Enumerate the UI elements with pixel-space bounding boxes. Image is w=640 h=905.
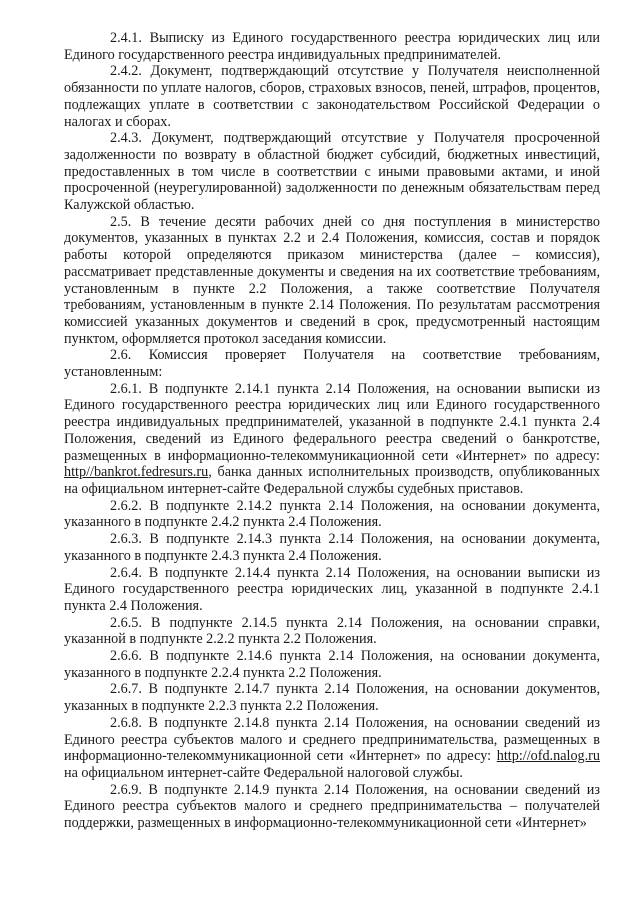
paragraph-text: на официальном интернет-сайте Федеральной налоговой службы. <box>64 764 463 781</box>
paragraph-text: 2.6.7. В подпункте 2.14.7 пункта 2.14 Положения, на основании документов, указанных в подпункте 2.2.3 пункта 2.2 Положения. <box>64 681 600 715</box>
paragraph-p266 <box>64 648 600 681</box>
paragraph-text: 2.6.8. В подпункте 2.14.8 пункта 2.14 Положения, на основании сведений из Единого реестра субъектов малого и среднего предпринимательства, размещенных в информационно-телекоммуникационной сети «Интернет» по адресу: <box>64 714 600 765</box>
document-page <box>64 30 600 832</box>
url-link[interactable]: http//bankrot.fedresurs.ru <box>64 464 209 481</box>
paragraph-text: 2.4.1. Выписку из Единого государственного реестра юридических лиц или Единого государственного реестра индивидуальных предпринимателей. <box>64 30 600 63</box>
paragraph-text: 2.6.6. В подпункте 2.14.6 пункта 2.14 Положения, на основании документа, указанного в подпункте 2.2.4 пункта 2.2 Положения. <box>64 648 600 681</box>
paragraph-text: , банка данных исполнительных производств, опубликованных на официальном интернет-сайте Федеральной службы судебных приставов. <box>64 464 600 497</box>
url-link[interactable]: http://ofd.nalog.ru <box>496 748 600 765</box>
paragraph-text: 2.4.2. Документ, подтверждающий отсутствие у Получателя неисполненной обязанности по уплате налогов, сборов, страховых взносов, пеней, штрафов, процентов, подлежащих уплате в соответствии с законодательством Российской Федерации о налогах и сборах. <box>64 63 600 130</box>
paragraph-p241 <box>64 30 600 63</box>
paragraph-text: 2.6.1. В подпункте 2.14.1 пункта 2.14 Положения, на основании выписки из Единого государственного реестра юридических лиц или Единого государственного реестра индивидуальных предпринимателей, указанной в подпункте 2.4.1 пункта 2.4 Положения, сведений из Единого федерального реестра сведений о банкротстве, размещенных в информационно-телекоммуникационной сети «Интернет» по адресу: <box>64 380 600 464</box>
paragraph-text: 2.6.5. В подпункте 2.14.5 пункта 2.14 Положения, на основании справки, указанной в подпункте 2.2.2 пункта 2.2 Положения. <box>64 614 600 648</box>
paragraph-p26 <box>64 347 600 380</box>
paragraph-p265 <box>64 615 600 648</box>
paragraph-text: 2.6.4. В подпункте 2.14.4 пункта 2.14 Положения, на основании выписки из Единого государственного реестра юридических лиц, указанной в подпункте 2.4.1 пункта 2.4 Положения. <box>64 564 600 614</box>
paragraph-text: 2.5. В течение десяти рабочих дней со дня поступления в министерство документов, указанных в пунктах 2.2 и 2.4 Положения, комиссия, состав и порядок работы которой определяются приказом министерства (далее – комиссия), рассматривает представленные документы и сведения на их соответствие требованиям, установленным в пункте 2.2 Положения, а также соответствие Получателя требованиям, установленным в пункте 2.14 Положения. По результатам рассмотрения комиссией указанных документов и сведений в срок, предусмотренный настоящим пунктом, оформляется протокол заседания комиссии. <box>64 213 600 347</box>
paragraph-p268 <box>64 715 600 782</box>
paragraph-p243 <box>64 130 600 214</box>
paragraph-text: 2.6.9. В подпункте 2.14.9 пункта 2.14 Положения, на основании сведений из Единого реестра субъектов малого и среднего предпринимательства – получателей поддержки, размещенных в информационно-телекоммуникационной сети «Интернет» <box>64 781 600 832</box>
paragraph-p242 <box>64 63 600 130</box>
paragraph-p264 <box>64 565 600 615</box>
paragraph-text: 2.4.3. Документ, подтверждающий отсутствие у Получателя просроченной задолженности по возврату в областной бюджет субсидий, бюджетных инвестиций, предоставленных в том числе в соответствии с иными правовыми актами, и иной просроченной (неурегулированной) задолженности по денежным обязательствам перед Калужской областью. <box>64 130 600 214</box>
paragraph-text: 2.6. Комиссия проверяет Получателя на соответствие требованиям, установленным: <box>64 347 600 381</box>
paragraph-p263 <box>64 531 600 564</box>
paragraph-p25 <box>64 214 600 348</box>
paragraph-text: 2.6.2. В подпункте 2.14.2 пункта 2.14 Положения, на основании документа, указанного в подпункте 2.4.2 пункта 2.4 Положения. <box>64 497 600 531</box>
paragraph-text: 2.6.3. В подпункте 2.14.3 пункта 2.14 Положения, на основании документа, указанного в подпункте 2.4.3 пункта 2.4 Положения. <box>64 531 600 564</box>
paragraph-p269 <box>64 782 600 832</box>
paragraph-p262 <box>64 498 600 531</box>
paragraph-p261 <box>64 381 600 498</box>
paragraph-p267 <box>64 681 600 714</box>
